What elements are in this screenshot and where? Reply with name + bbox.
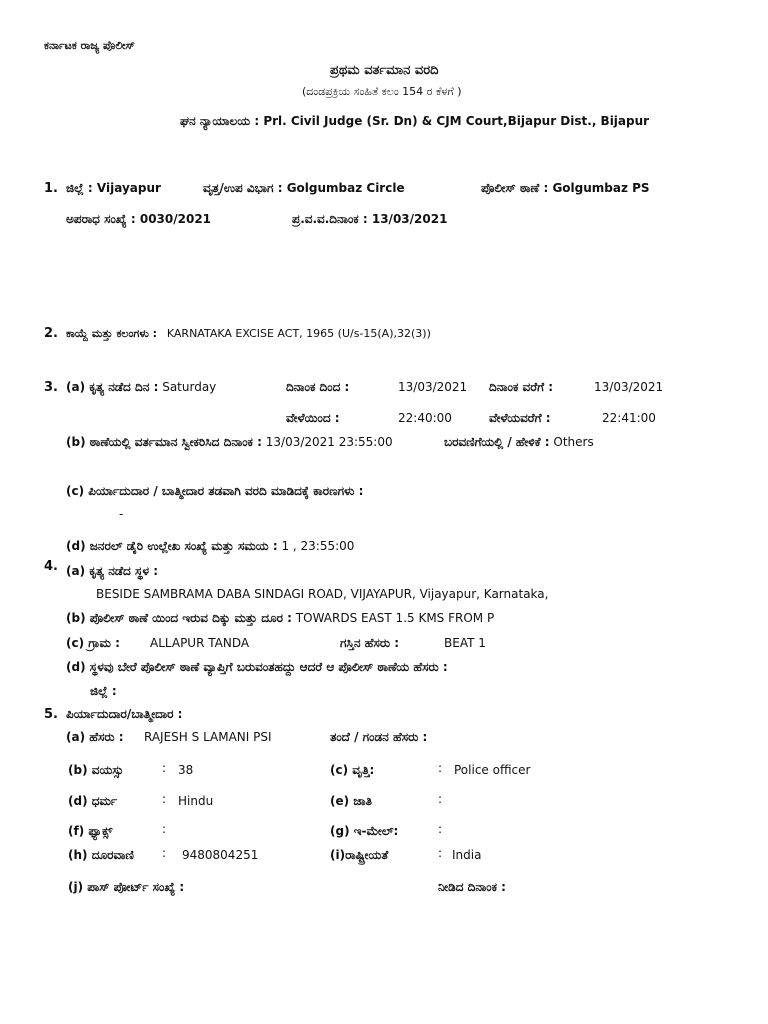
occurrence-day-label: (a) ಕೃತ್ಯ ನಡೆದ ದಿನ :: [66, 380, 159, 394]
place-of-occurrence-label: (a) ಕೃತ್ಯ ನಡೆದ ಸ್ಥಳ :: [66, 564, 159, 578]
acts-row: [66, 327, 431, 339]
religion-value: Hindu: [178, 794, 214, 808]
state-police-heading: ಕರ್ನಾಟಕ ರಾಜ್ಯ ಪೊಲೀಸ್: [44, 39, 135, 52]
complainant-heading: ಪಿರ್ಯಾದುದಾರ/ಬಾತ್ಮೀದಾರ :: [66, 707, 183, 721]
time-to-value: 22:41:00: [602, 411, 656, 425]
fax-colon: :: [162, 822, 167, 836]
other-station-label: (d) ಸ್ಥಳವು ಬೇರೆ ಪೊಲೀಸ್ ಠಾಣೆ ವ್ಯಾಪ್ತಿಗೆ ಬರುವಂತಹದ್ದು ಆದರೆ ಆ ಪೊಲೀಸ್ ಠಾಣೆಯ ಹೆಸರು :: [66, 660, 448, 674]
circle-label: ವೃತ್ತ/ಉಪ ವಿಭಾಗ :: [203, 181, 283, 195]
occupation-value: Police officer: [454, 763, 531, 777]
received-date-row: [66, 436, 393, 448]
date-from-value: 13/03/2021: [398, 380, 468, 394]
circle-row: [203, 182, 405, 194]
time-from-label: ವೇಳೆಯಿಂದ :: [286, 411, 340, 425]
occupation-colon: :: [438, 761, 443, 775]
court-label: ಘನ ನ್ಯಾಯಾಲಯ :: [180, 114, 260, 128]
age-colon: :: [162, 761, 167, 775]
nationality-colon: :: [438, 846, 443, 860]
beat-value: BEAT 1: [444, 636, 486, 650]
police-station-label: ಪೊಲೀಸ್ ಠಾಣೆ :: [481, 181, 549, 195]
police-station-value: Golgumbaz PS: [552, 181, 650, 195]
email-label: (g) ಇ-ಮೇಲ್:: [330, 824, 399, 838]
document-subtitle: (ದಂಡಪ್ರಕ್ರಿಯ ಸಂಹಿತೆ ಕಲಂ 154 ರ ಕೆಳಗೆ ): [302, 85, 462, 98]
section-4-number: 4.: [44, 559, 58, 574]
received-date-label: (b) ಠಾಣೆಯಲ್ಲಿ ವರ್ತಮಾನ ಸ್ವೀಕರಿಸಿದ ದಿನಾಂಕ :: [66, 435, 262, 449]
section-3-number: 3.: [44, 380, 58, 395]
email-colon: :: [438, 822, 443, 836]
delay-reason-value: -: [119, 507, 124, 521]
general-diary-row: [66, 540, 354, 552]
phone-colon: :: [162, 846, 167, 860]
general-diary-value: 1 , 23:55:00: [281, 539, 355, 553]
date-from-label: ದಿನಾಂಕ ದಿಂದ :: [286, 380, 350, 394]
date-to-label: ದಿನಾಂಕ ವರೆಗೆ :: [489, 380, 554, 394]
date-to-value: 13/03/2021: [594, 380, 664, 394]
acts-label: ಕಾಯ್ದೆ ಮತ್ತು ಕಲಂಗಳು :: [66, 327, 158, 340]
village-label: (c) ಗ್ರಾಮ :: [66, 636, 120, 650]
religion-label: (d) ಧರ್ಮ: [68, 794, 118, 808]
district-label: ಜಿಲ್ಲೆ :: [66, 181, 93, 195]
police-station-row: [481, 182, 650, 194]
court-row: [180, 115, 649, 127]
occupation-label: (c) ವೃತ್ತಿ:: [330, 763, 375, 777]
written-statement-row: [444, 436, 594, 448]
time-to-label: ವೇಳೆಯವರೆಗೆ :: [489, 411, 551, 425]
passport-issue-date-label: ನೀಡಿದ ದಿನಾಂಕ :: [438, 880, 506, 894]
general-diary-label: (d) ಜನರಲ್ ಡೈರಿ ಉಲ್ಲೇಖ ಸಂಖ್ಯೆ ಮತ್ತು ಸಮಯ :: [66, 539, 278, 553]
written-statement-value: Others: [553, 435, 594, 449]
caste-colon: :: [438, 792, 443, 806]
time-from-value: 22:40:00: [398, 411, 452, 425]
district-value: Vijayapur: [96, 181, 161, 195]
written-statement-label: ಬರವಣಿಗೆಯಲ್ಲಿ / ಹೇಳಿಕೆ :: [444, 435, 550, 449]
fir-date-value: 13/03/2021: [371, 212, 448, 226]
section-2-number: 2.: [44, 326, 58, 341]
phone-value: 9480804251: [182, 848, 259, 862]
section-5-number: 5.: [44, 707, 58, 722]
father-name-label: ತಂದೆ / ಗಂಡನ ಹೆಸರು :: [330, 730, 428, 744]
direction-distance-value: TOWARDS EAST 1.5 KMS FROM P: [295, 611, 495, 625]
other-station-district-label: ಜಿಲ್ಲೆ :: [90, 684, 117, 698]
district-row: [66, 182, 161, 194]
fir-date-row: [292, 213, 447, 225]
direction-distance-row: [66, 612, 494, 624]
village-value: ALLAPUR TANDA: [150, 636, 250, 650]
section-1-number: 1.: [44, 181, 58, 196]
beat-label: ಗಸ್ತಿನ ಹೆಸರು :: [340, 636, 400, 650]
occurrence-day-row: [66, 381, 216, 393]
court-value: Prl. Civil Judge (Sr. Dn) & CJM Court,Bijapur Dist., Bijapur: [263, 114, 650, 128]
nationality-label: (i)ರಾಷ್ಟ್ರೀಯತೆ: [330, 848, 389, 862]
age-label: (b) ವಯಸ್ಸು: [68, 763, 124, 777]
caste-label: (e) ಜಾತಿ: [330, 794, 372, 808]
crime-number-label: ಅಪರಾಧ ಸಂಖ್ಯೆ :: [66, 212, 136, 226]
fax-label: (f) ಫ್ಯಾಕ್ಸ್: [68, 824, 113, 838]
direction-distance-label: (b) ಪೊಲೀಸ್ ಠಾಣೆ ಯಿಂದ ಇರುವ ದಿಕ್ಕು ಮತ್ತು ದೂರ :: [66, 611, 292, 625]
phone-label: (h) ದೂರವಾಣಿ: [68, 848, 134, 862]
age-value: 38: [178, 763, 194, 777]
passport-number-label: (j) ಪಾಸ್ ಪೋರ್ಟ್ ಸಂಖ್ಯೆ :: [68, 880, 185, 894]
crime-number-value: 0030/2021: [139, 212, 212, 226]
document-title: ಪ್ರಥಮ ವರ್ತಮಾನ ವರದಿ: [330, 63, 439, 78]
fir-date-label: ಪ್ರ.ವ.ವ.ದಿನಾಂಕ :: [292, 212, 368, 226]
name-label: (a) ಹೆಸರು :: [66, 730, 124, 744]
place-of-occurrence-value: BESIDE SAMBRAMA DABA SINDAGI ROAD, VIJAYAPUR, Vijayapur, Karnataka,: [96, 587, 549, 601]
acts-value: KARNATAKA EXCISE ACT, 1965 (U/s-15(A),32(3)): [166, 327, 431, 340]
nationality-value: India: [452, 848, 482, 862]
occurrence-day-value: Saturday: [162, 380, 217, 394]
delay-reason-label: (c) ಪಿರ್ಯಾದುದಾರ / ಬಾತ್ಮೀದಾರ ತಡವಾಗಿ ವರದಿ ಮಾಡಿದಕ್ಕೆ ಕಾರಣಗಳು :: [66, 484, 364, 498]
circle-value: Golgumbaz Circle: [286, 181, 405, 195]
name-value: RAJESH S LAMANI PSI: [144, 730, 272, 744]
received-date-value: 13/03/2021 23:55:00: [265, 435, 393, 449]
crime-number-row: [66, 213, 211, 225]
religion-colon: :: [162, 792, 167, 806]
